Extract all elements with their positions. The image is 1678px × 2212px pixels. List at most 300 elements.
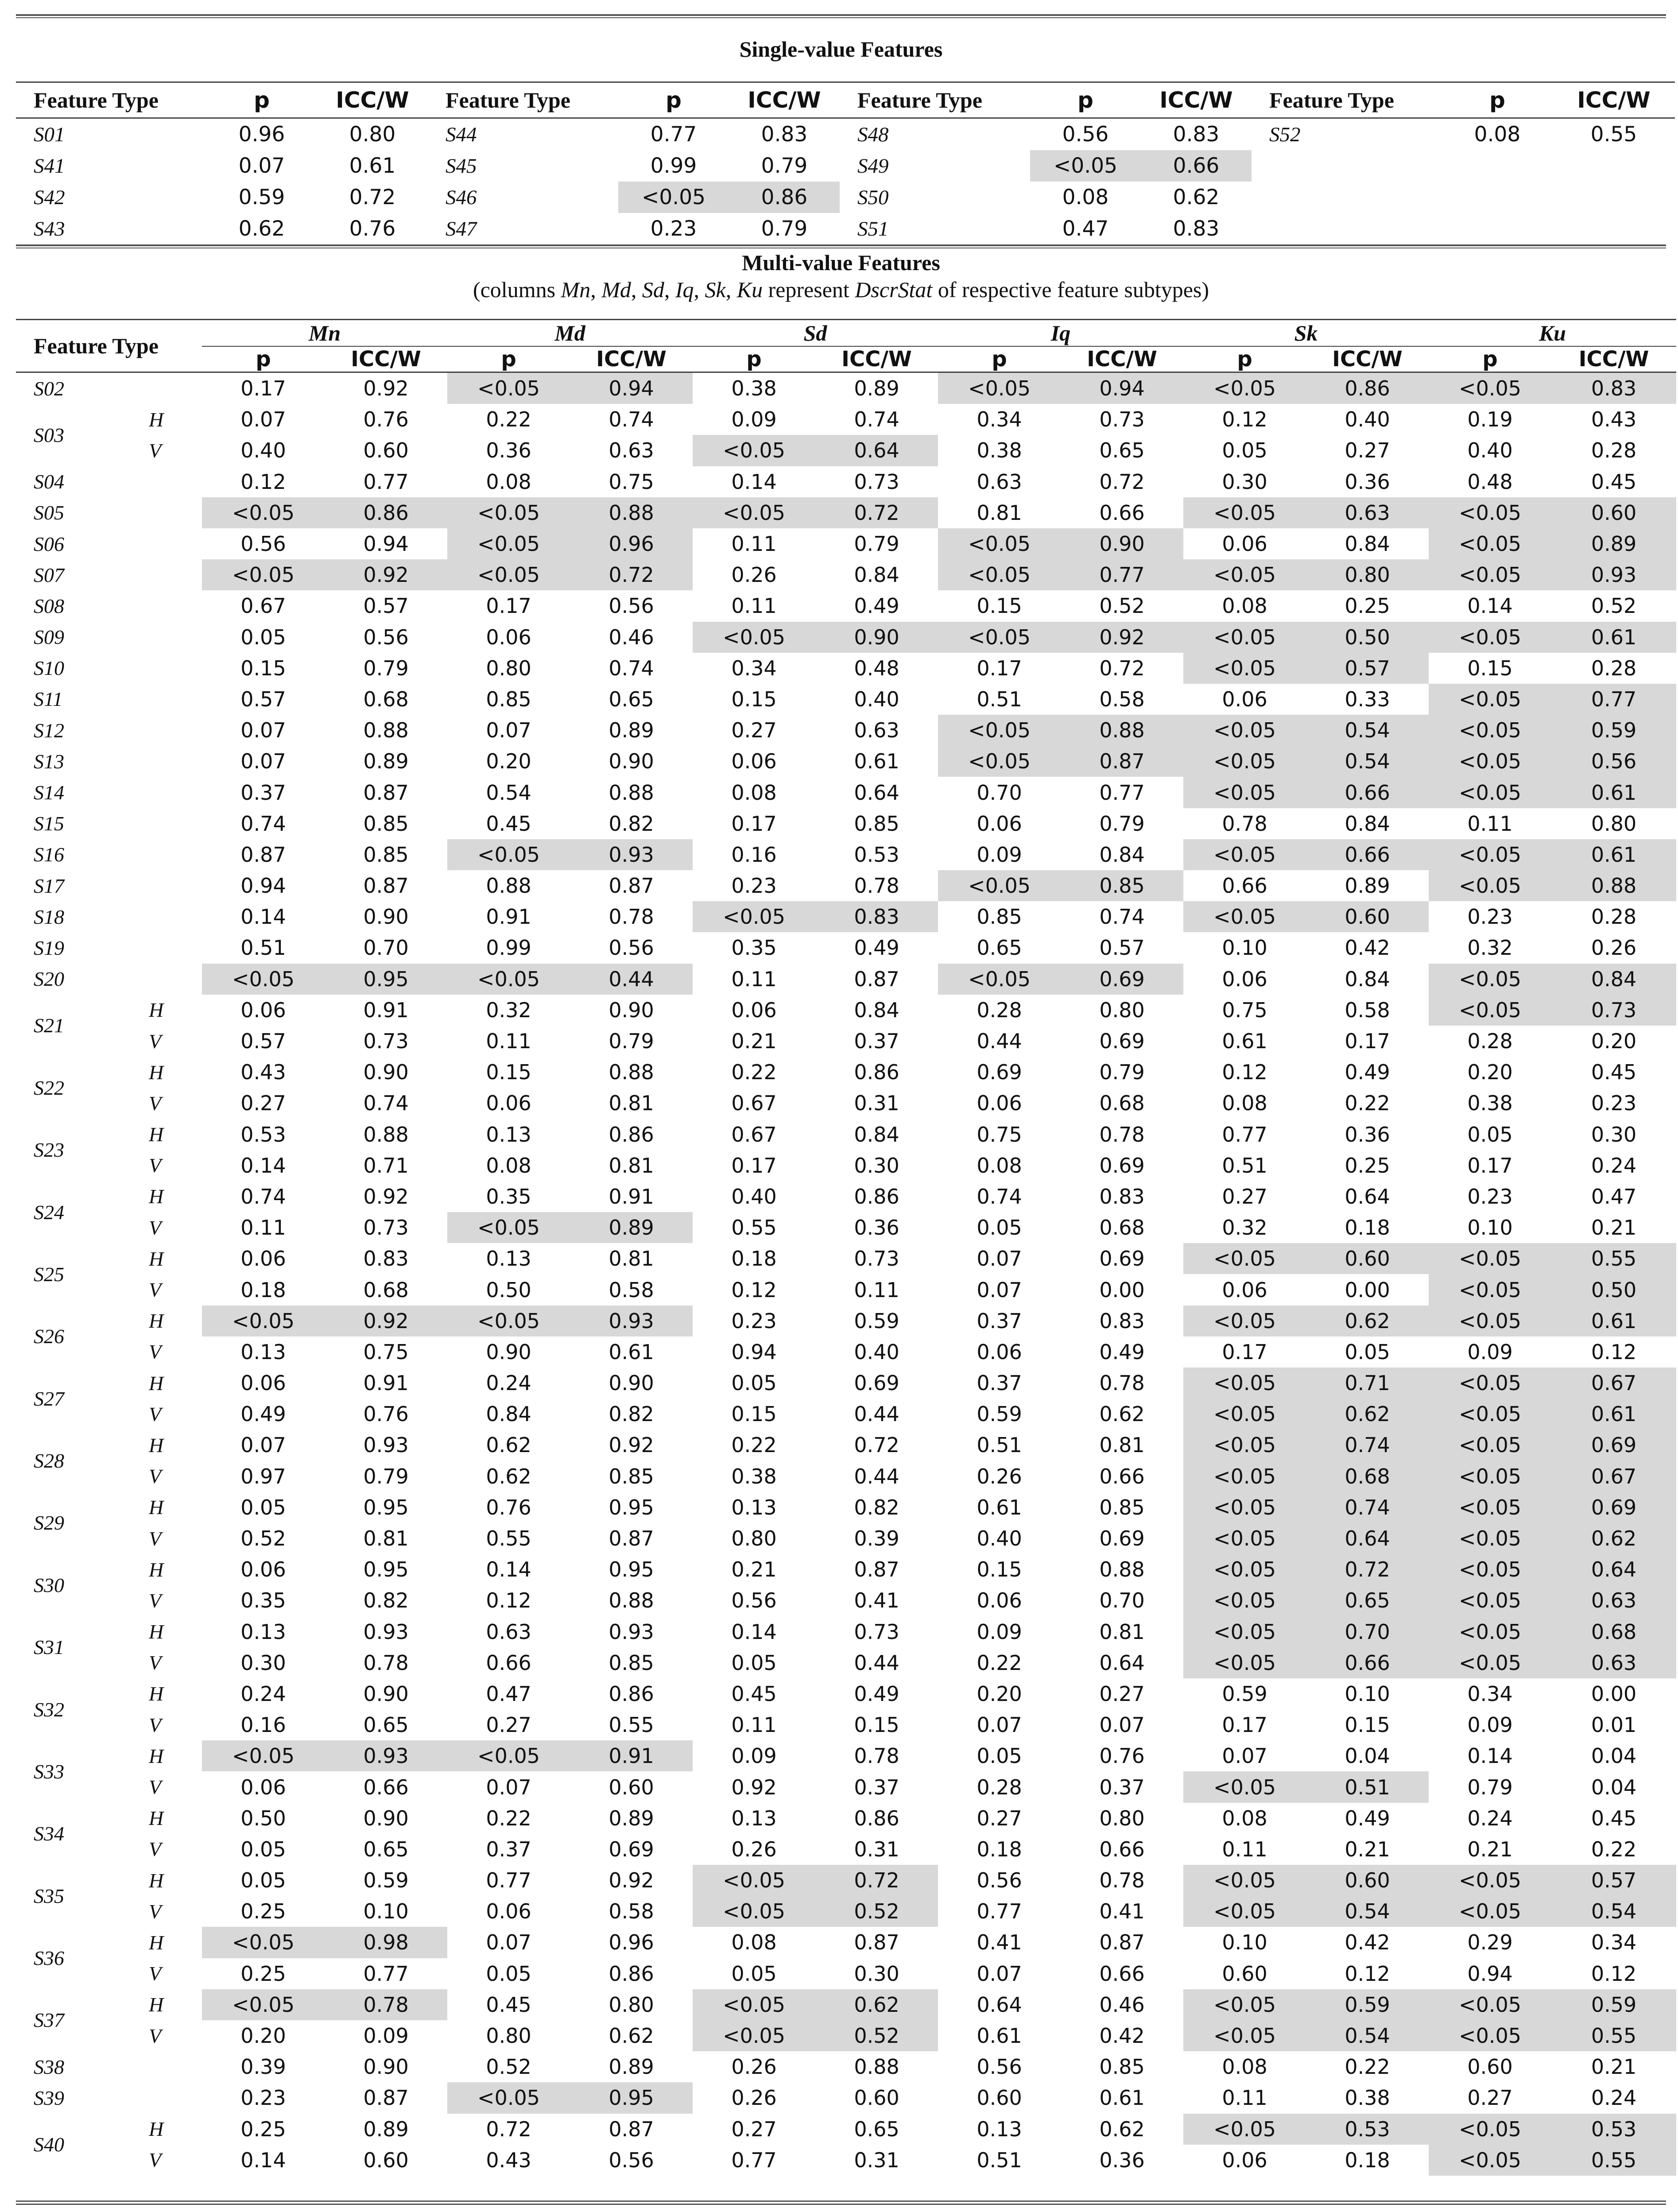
icc-value: 0.60 [1309, 903, 1426, 930]
icc-value: 0.22 [1345, 1091, 1390, 1116]
p-value: 0.06 [977, 1091, 1022, 1116]
p-value: <0.05 [1186, 1307, 1303, 1335]
table-row [16, 1647, 1676, 1678]
p-value-cell [1183, 1492, 1306, 1523]
icc-value-cell [1061, 1958, 1183, 1989]
p-value: <0.05 [1431, 1556, 1549, 1583]
p-value: 0.77 [650, 122, 697, 147]
icc-value-cell [815, 1150, 938, 1181]
p-value: <0.05 [1186, 1556, 1303, 1583]
p-value: 0.13 [240, 1340, 286, 1364]
p-value: 0.66 [486, 1650, 531, 1675]
icc-value: 0.68 [1099, 1091, 1145, 1116]
p-value: <0.05 [695, 1867, 813, 1894]
p-value: 0.69 [977, 1060, 1022, 1085]
icc-value-cell [1061, 964, 1183, 995]
icc-value: 0.94 [363, 532, 409, 556]
icc-value: 0.60 [1309, 1245, 1426, 1272]
icc-value-cell [1306, 1803, 1429, 1834]
icc-value-cell [729, 182, 840, 213]
icc-value-cell [1551, 1492, 1676, 1523]
icc-value: 0.66 [1099, 1464, 1145, 1488]
icc-value-cell [1306, 1150, 1429, 1181]
icc-value-cell [325, 2051, 447, 2082]
p-value-cell [693, 1057, 815, 1088]
icc-value: 0.68 [1309, 1463, 1426, 1490]
p-value-cell [1183, 372, 1306, 404]
icc-value: 0.54 [1309, 748, 1426, 775]
p-value-cell [693, 932, 815, 963]
icc-value-cell [325, 1150, 447, 1181]
icc-value: 0.68 [363, 1278, 409, 1302]
icc-value-cell [815, 1523, 938, 1554]
table-row [16, 2020, 1676, 2051]
p-value-cell [693, 746, 815, 777]
icc-value-cell [1551, 1678, 1676, 1709]
p-value: 0.37 [486, 1837, 531, 1861]
top-rule-thin [16, 17, 1666, 18]
subtype-cell: H [149, 1433, 164, 1457]
p-value: 0.18 [240, 1278, 286, 1302]
p-value-cell [938, 1709, 1061, 1740]
icc-value-cell [325, 1398, 447, 1429]
p-value-cell [1183, 466, 1306, 497]
p-value: <0.05 [1186, 841, 1303, 868]
p-value: <0.05 [941, 375, 1058, 402]
icc-value-cell [570, 435, 693, 466]
icc-value-cell [815, 839, 938, 870]
icc-value-cell [815, 808, 938, 839]
p-value: 0.45 [486, 1992, 531, 2017]
p-value: 0.74 [977, 1184, 1022, 1209]
icc-value-cell [1061, 1057, 1183, 1088]
icc-value: 0.79 [761, 153, 808, 178]
table-row [16, 1554, 1676, 1585]
p-value-cell [693, 1119, 815, 1150]
icc-value: 0.24 [1591, 2086, 1637, 2110]
p-value-cell [938, 653, 1061, 684]
icc-value-cell [1551, 2145, 1676, 2176]
p-value: <0.05 [450, 375, 567, 402]
icc-value-cell [325, 1212, 447, 1243]
p-value: 0.11 [731, 1713, 777, 1737]
feature-type-cell: S02 [34, 377, 64, 400]
table-row [16, 839, 1676, 870]
icc-value-cell [1306, 528, 1429, 559]
icc-value-cell [815, 1243, 938, 1274]
icc-value-cell [1061, 1647, 1183, 1678]
single-value-table [16, 81, 1675, 244]
icc-value-cell [325, 466, 447, 497]
p-value-cell [447, 1896, 570, 1927]
icc-value-cell [815, 1865, 938, 1896]
p-value-cell [1429, 1181, 1551, 1212]
icc-value: 0.10 [1345, 1681, 1390, 1706]
feature-type-cell [1252, 182, 1442, 213]
p-value-cell [1429, 622, 1551, 653]
icc-value-cell [325, 1771, 447, 1802]
icc-value-cell [325, 1181, 447, 1212]
icc-value-cell [815, 2082, 938, 2113]
icc-value-cell [325, 1461, 447, 1492]
icc-value-cell [325, 1336, 447, 1367]
icc-value-cell [570, 1771, 693, 1802]
icc-value-cell [1551, 2082, 1676, 2113]
subtype-cell [149, 932, 202, 963]
icc-value-cell [325, 1896, 447, 1927]
p-value: <0.05 [941, 561, 1058, 589]
icc-value-cell [1551, 1834, 1676, 1865]
p-value-cell [938, 622, 1061, 653]
icc-value: 0.78 [327, 1991, 445, 2018]
icc-value: 0.83 [363, 1247, 409, 1271]
p-value: 0.22 [486, 1806, 531, 1830]
p-value-cell [447, 2145, 570, 2176]
p-value: 0.15 [1467, 656, 1513, 680]
icc-value: 0.62 [608, 2024, 654, 2048]
p-value-cell [1030, 118, 1141, 151]
p-value-cell [202, 1771, 325, 1802]
icc-value-cell [1551, 1336, 1676, 1367]
p-value: 0.87 [240, 842, 286, 867]
subtype-cell [149, 528, 202, 559]
icc-value-cell [1061, 1927, 1183, 1958]
p-value: 0.55 [731, 1216, 777, 1240]
p-value: 0.52 [486, 2055, 531, 2079]
icc-value: 0.88 [608, 1060, 654, 1085]
p-value-cell [938, 1026, 1061, 1057]
icc-value: 0.72 [818, 499, 935, 527]
feature-type-cell: S44 [446, 123, 477, 146]
p-value-cell [202, 404, 325, 435]
p-value-cell [938, 1398, 1061, 1429]
icc-value: 0.55 [1554, 2146, 1674, 2174]
icc-value-cell [1061, 715, 1183, 746]
p-value-cell [693, 2114, 815, 2145]
p-value: <0.05 [1431, 779, 1549, 806]
p-value-cell [1429, 1088, 1551, 1119]
feature-type-cell: S14 [34, 781, 64, 804]
icc-value: 0.69 [854, 1371, 899, 1395]
icc-value-cell [1551, 995, 1676, 1026]
icc-value-cell [1061, 1367, 1183, 1398]
feature-type-cell: S49 [857, 154, 889, 178]
icc-value-cell [1551, 1306, 1676, 1336]
icc-value-cell [815, 1740, 938, 1771]
icc-value: 0.22 [1345, 2055, 1390, 2079]
subtitle-term: Sk [705, 277, 726, 302]
icc-value-cell [1061, 497, 1183, 528]
icc-value: 0.30 [854, 1961, 899, 1986]
p-value: 0.06 [486, 1091, 531, 1116]
p-value-cell [202, 1398, 325, 1429]
icc-value: 0.58 [1345, 998, 1390, 1022]
icc-header: ICC/W [1141, 82, 1252, 118]
p-value: 0.35 [731, 936, 777, 960]
p-value: 0.05 [240, 1495, 286, 1519]
feature-type-header: Feature Type [428, 82, 618, 118]
p-value: 0.06 [486, 625, 531, 649]
icc-value: 0.56 [1554, 748, 1674, 775]
icc-value-cell [1551, 1647, 1676, 1678]
icc-value-cell [570, 497, 693, 528]
icc-value-cell [325, 1554, 447, 1585]
icc-value: 0.93 [573, 841, 690, 868]
icc-value: 0.36 [854, 1216, 899, 1240]
icc-value-cell [325, 1616, 447, 1647]
p-value: 0.77 [977, 1899, 1022, 1924]
icc-value-cell [1306, 1771, 1429, 1802]
p-value-cell [938, 839, 1061, 870]
icc-value: 0.85 [363, 811, 409, 836]
icc-value: 0.37 [854, 1775, 899, 1799]
table-row [16, 1927, 1676, 1958]
icc-value: 0.68 [1554, 1618, 1674, 1646]
icc-value-cell [570, 1616, 693, 1647]
p-value: 0.70 [977, 780, 1022, 805]
p-value-cell [447, 1181, 570, 1212]
icc-value: 0.28 [1591, 905, 1637, 929]
p-value: <0.05 [205, 561, 322, 589]
p-value: 0.27 [977, 1806, 1022, 1830]
icc-value-cell [815, 715, 938, 746]
icc-value-cell [1306, 622, 1429, 653]
p-value: <0.05 [941, 717, 1058, 744]
p-value-cell [1429, 1026, 1551, 1057]
single-row [16, 213, 1675, 244]
p-value-cell [693, 1616, 815, 1647]
icc-value-cell [815, 435, 938, 466]
p-value-cell [1429, 1523, 1551, 1554]
p-value: 0.23 [1467, 905, 1513, 929]
icc-value-cell [325, 1678, 447, 1709]
p-value-cell [447, 1647, 570, 1678]
icc-value: 0.93 [608, 1619, 654, 1644]
icc-value: 0.75 [608, 469, 654, 494]
p-value-cell [938, 1771, 1061, 1802]
icc-value: 0.49 [1345, 1806, 1390, 1830]
feature-type-cell: S25 [34, 1263, 64, 1286]
icc-value: 0.62 [1099, 1402, 1145, 1426]
feature-type-cell: S36 [34, 1947, 64, 1970]
icc-value-cell [570, 2020, 693, 2051]
icc-value-cell [1551, 590, 1676, 621]
p-value-cell [693, 1461, 815, 1492]
bottom-rule-2 [16, 2204, 1666, 2205]
p-value-cell [1429, 1398, 1551, 1429]
icc-value: 0.82 [854, 1495, 899, 1519]
icc-value: 0.05 [1345, 1340, 1390, 1364]
p-value: 0.23 [731, 874, 777, 898]
icc-value: 0.41 [854, 1588, 899, 1613]
icc-value: 0.75 [363, 1340, 409, 1364]
icc-value: 0.62 [1309, 1400, 1426, 1428]
p-value-cell [693, 1647, 815, 1678]
feature-type-cell: S15 [34, 812, 64, 835]
stat-group-row [16, 320, 1676, 347]
p-value: 0.08 [731, 780, 777, 805]
p-value: 0.06 [1222, 532, 1267, 556]
icc-value: 0.76 [363, 407, 409, 432]
icc-value-cell [815, 1274, 938, 1305]
single-row [16, 118, 1675, 151]
icc-value-cell [570, 1585, 693, 1616]
p-value-cell [1030, 213, 1141, 244]
p-value: 0.21 [1467, 1837, 1513, 1861]
icc-value: 0.84 [1554, 965, 1674, 993]
p-value: 0.75 [977, 1122, 1022, 1147]
icc-value: 0.87 [854, 1557, 899, 1582]
p-value: 0.06 [240, 1775, 286, 1799]
icc-value: 0.66 [1309, 1649, 1426, 1677]
p-value: <0.05 [695, 903, 813, 930]
p-value: 0.15 [731, 1402, 777, 1426]
feature-type-cell: S20 [34, 968, 64, 991]
p-value-cell [447, 1150, 570, 1181]
p-value-cell [202, 746, 325, 777]
feature-type-cell: S05 [34, 501, 64, 524]
feature-type-cell: S33 [34, 1760, 64, 1783]
icc-value: 0.91 [363, 1371, 409, 1395]
icc-value-cell [325, 1429, 447, 1460]
icc-value: 0.31 [854, 2148, 899, 2172]
p-value: 0.40 [731, 1184, 777, 1209]
p-value: <0.05 [1186, 903, 1303, 930]
stat-header-md: Md [447, 320, 693, 347]
p-value: <0.05 [1431, 375, 1549, 402]
icc-value-cell [1061, 684, 1183, 715]
p-value: 0.37 [977, 1371, 1022, 1395]
p-value: 0.17 [731, 1153, 777, 1178]
subtype-cell [149, 901, 202, 932]
icc-value-cell [1061, 372, 1183, 404]
icc-value: 0.84 [854, 998, 899, 1022]
icc-value-cell [1551, 684, 1676, 715]
p-value-cell [202, 1274, 325, 1305]
icc-value-cell [1061, 901, 1183, 932]
icc-value-cell [1306, 1306, 1429, 1336]
icc-value: 0.61 [1554, 779, 1674, 806]
icc-value-cell [570, 1803, 693, 1834]
feature-type-cell: S30 [34, 1573, 64, 1596]
icc-value-cell [1553, 213, 1675, 244]
icc-value: 0.87 [363, 780, 409, 805]
icc-value-cell [570, 404, 693, 435]
subtype-cell: V [149, 2149, 162, 2172]
feature-type-cell: S27 [34, 1387, 64, 1410]
icc-value: 0.30 [854, 1153, 899, 1178]
icc-value-cell [1141, 118, 1252, 151]
p-value-cell [693, 1306, 815, 1336]
icc-value-cell [815, 1896, 938, 1927]
p-value: 0.07 [240, 1433, 286, 1457]
icc-value-cell [1061, 559, 1183, 590]
p-value-cell [1183, 1865, 1306, 1896]
icc-value: 0.40 [854, 1340, 899, 1364]
p-value: 0.14 [1467, 1744, 1513, 1768]
icc-value-cell [325, 404, 447, 435]
feature-type-header: Feature Type [16, 82, 206, 118]
icc-header: ICC/W [1553, 82, 1675, 118]
p-value: 0.13 [731, 1495, 777, 1519]
p-value: 0.05 [977, 1216, 1022, 1240]
p-value: 0.27 [731, 2117, 777, 2141]
p-value-cell [1429, 808, 1551, 839]
p-value-cell [938, 1367, 1061, 1398]
p-value: 0.38 [731, 1464, 777, 1488]
table-row [16, 1989, 1676, 2020]
icc-value: 0.04 [1345, 1744, 1390, 1768]
icc-value-cell [325, 528, 447, 559]
p-value: 0.80 [486, 656, 531, 680]
icc-value: 0.72 [854, 1433, 899, 1457]
icc-value: 0.30 [1591, 1122, 1637, 1147]
p-value-cell [202, 1647, 325, 1678]
table-row [16, 1088, 1676, 1119]
icc-value-cell [1306, 1492, 1429, 1523]
p-value: 0.14 [240, 1153, 286, 1178]
p-value: 0.12 [486, 1588, 531, 1613]
icc-value: 0.36 [1345, 1122, 1390, 1147]
icc-value: 0.40 [1345, 407, 1390, 432]
table-row [16, 559, 1676, 590]
icc-value: 0.80 [1099, 998, 1145, 1022]
icc-value: 0.18 [1345, 2148, 1390, 2172]
p-value-cell [1183, 2020, 1306, 2051]
icc-value: 0.26 [1591, 936, 1637, 960]
icc-value: 0.77 [1554, 686, 1674, 713]
icc-value-cell [325, 1057, 447, 1088]
table-row [16, 1709, 1676, 1740]
p-value: 0.66 [1222, 874, 1267, 898]
icc-value: 0.78 [363, 1650, 409, 1675]
p-value-cell [938, 372, 1061, 404]
feature-type-cell: S21 [34, 1014, 64, 1037]
icc-value: 0.66 [1309, 779, 1426, 806]
icc-value: 0.72 [1099, 656, 1145, 680]
p-value-cell [447, 715, 570, 746]
icc-value: 0.80 [1099, 1806, 1145, 1830]
p-value: 0.11 [731, 967, 777, 991]
p-value: 0.14 [1467, 594, 1513, 618]
icc-value-cell [815, 1803, 938, 1834]
icc-value: 0.80 [349, 122, 396, 147]
feature-type-cell: S46 [446, 186, 477, 209]
p-value-cell [693, 1243, 815, 1274]
p-value: <0.05 [695, 1898, 813, 1925]
p-value-cell [693, 1026, 815, 1057]
p-value-cell [693, 777, 815, 808]
table-row [16, 653, 1676, 684]
icc-value: 0.93 [363, 1433, 409, 1457]
p-value: 0.20 [486, 749, 531, 774]
icc-header: ICC/W [815, 346, 938, 372]
p-value: 0.17 [1222, 1340, 1267, 1364]
p-value-cell [206, 118, 317, 151]
p-value: 0.08 [1222, 1806, 1267, 1830]
p-value-cell [693, 1150, 815, 1181]
p-value-cell [1183, 1554, 1306, 1585]
p-value-cell [1429, 1989, 1551, 2020]
icc-value: 0.01 [1591, 1713, 1637, 1737]
subtype-cell: H [149, 1309, 164, 1333]
p-value: 0.77 [1222, 1122, 1267, 1147]
p-value-cell [1429, 839, 1551, 870]
p-value: <0.05 [1431, 1431, 1549, 1459]
stat-header-mn: Mn [202, 320, 447, 347]
p-value: 0.05 [240, 1868, 286, 1893]
p-value: 0.27 [240, 1091, 286, 1116]
